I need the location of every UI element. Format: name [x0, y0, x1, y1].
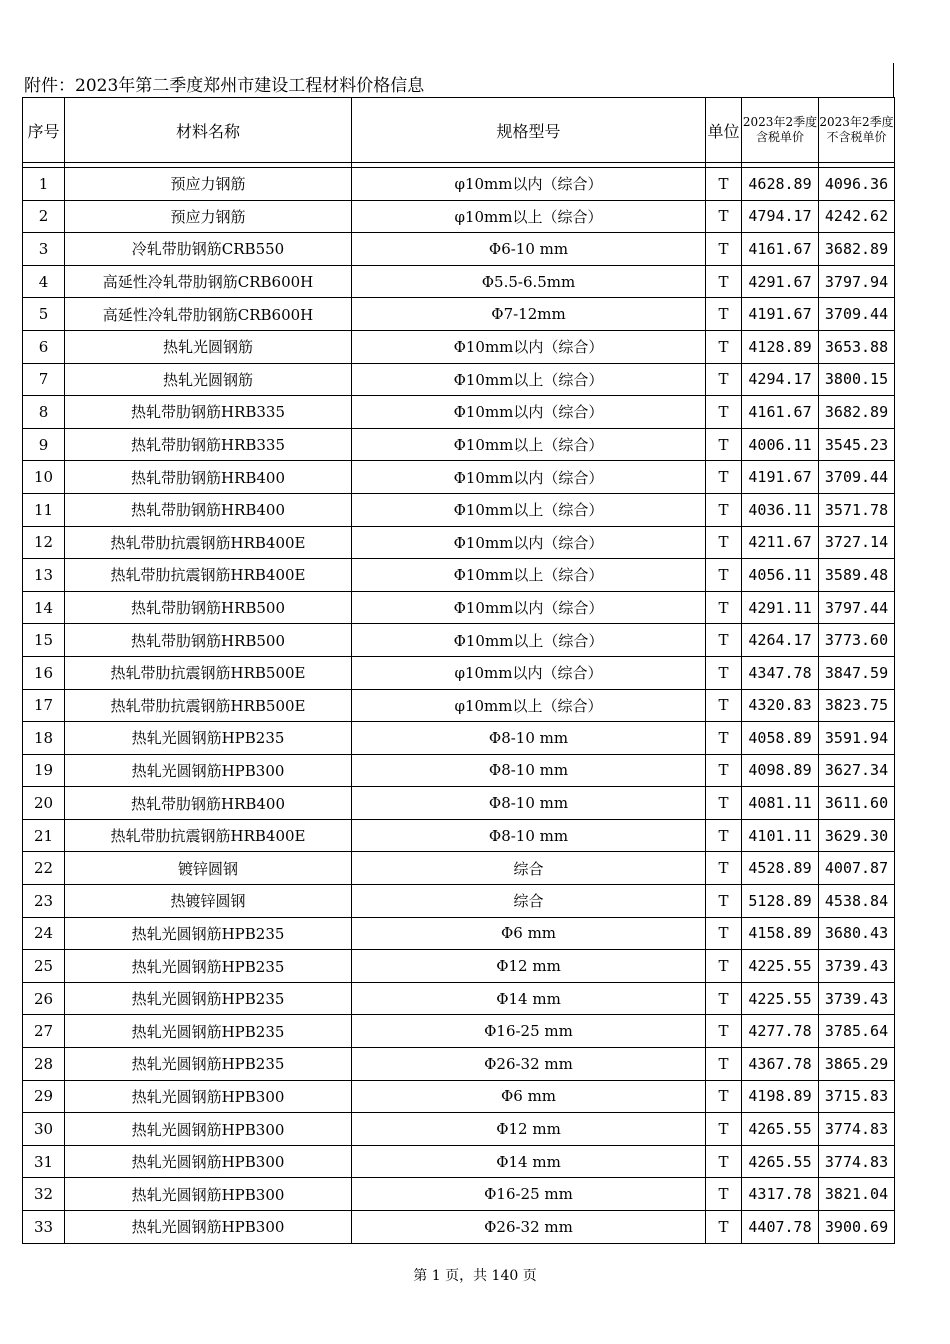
- cell-price-notax: 3589.48: [819, 559, 895, 592]
- cell-price-tax: 4265.55: [742, 1145, 819, 1178]
- cell-unit: T: [706, 624, 742, 657]
- cell-price-tax: 4101.11: [742, 819, 819, 852]
- cell-unit: T: [706, 428, 742, 461]
- cell-spec: Φ10mm以上（综合）: [352, 493, 706, 526]
- cell-spec: Φ10mm以内（综合）: [352, 396, 706, 429]
- cell-price-notax: 3709.44: [819, 461, 895, 494]
- table-row: [23, 330, 895, 363]
- cell-price-notax: 3653.88: [819, 330, 895, 363]
- table-row: [23, 689, 895, 722]
- table-row: [23, 298, 895, 331]
- cell-no: 33: [23, 1211, 65, 1244]
- cell-price-tax: 4317.78: [742, 1178, 819, 1211]
- cell-no: 31: [23, 1145, 65, 1178]
- cell-spec: φ10mm以上（综合）: [352, 200, 706, 233]
- cell-price-notax: 3571.78: [819, 493, 895, 526]
- cell-unit: T: [706, 852, 742, 885]
- cell-price-tax: 4264.17: [742, 624, 819, 657]
- cell-material-name: 热轧带肋钢筋HRB400: [65, 461, 352, 494]
- cell-unit: T: [706, 265, 742, 298]
- cell-price-notax: 3591.94: [819, 722, 895, 755]
- table-row: [23, 819, 895, 852]
- table-row: [23, 1211, 895, 1244]
- cell-no: 4: [23, 265, 65, 298]
- cell-price-tax: 4128.89: [742, 330, 819, 363]
- table-row: [23, 787, 895, 820]
- cell-material-name: 热轧带肋钢筋HRB400: [65, 787, 352, 820]
- cell-price-notax: 4007.87: [819, 852, 895, 885]
- cell-unit: T: [706, 363, 742, 396]
- cell-no: 5: [23, 298, 65, 331]
- cell-no: 13: [23, 559, 65, 592]
- cell-price-tax: 4161.67: [742, 233, 819, 266]
- cell-price-notax: 3821.04: [819, 1178, 895, 1211]
- cell-unit: T: [706, 1080, 742, 1113]
- cell-material-name: 热轧光圆钢筋HPB300: [65, 1145, 352, 1178]
- table-row: [23, 200, 895, 233]
- cell-price-notax: 3800.15: [819, 363, 895, 396]
- cell-no: 25: [23, 950, 65, 983]
- cell-price-notax: 3773.60: [819, 624, 895, 657]
- cell-material-name: 热轧光圆钢筋HPB300: [65, 754, 352, 787]
- cell-spec: Φ16-25 mm: [352, 1015, 706, 1048]
- cell-spec: Φ5.5-6.5mm: [352, 265, 706, 298]
- cell-price-notax: 3797.94: [819, 265, 895, 298]
- cell-price-tax: 4006.11: [742, 428, 819, 461]
- sheet-edge-line: [893, 63, 894, 97]
- table-row: [23, 950, 895, 983]
- cell-price-tax: 4158.89: [742, 917, 819, 950]
- cell-spec: Φ10mm以内（综合）: [352, 461, 706, 494]
- header-unit: 单位: [706, 98, 742, 163]
- cell-no: 21: [23, 819, 65, 852]
- table-row: [23, 917, 895, 950]
- cell-no: 19: [23, 754, 65, 787]
- cell-no: 10: [23, 461, 65, 494]
- cell-unit: T: [706, 1015, 742, 1048]
- cell-price-tax: 4291.11: [742, 591, 819, 624]
- cell-price-tax: 4081.11: [742, 787, 819, 820]
- table-row: [23, 1113, 895, 1146]
- cell-spec: Φ8-10 mm: [352, 722, 706, 755]
- cell-spec: φ10mm以内（综合）: [352, 656, 706, 689]
- table-row: [23, 982, 895, 1015]
- cell-unit: T: [706, 722, 742, 755]
- cell-price-notax: 3682.89: [819, 396, 895, 429]
- cell-price-notax: 4538.84: [819, 885, 895, 918]
- cell-price-notax: 3627.34: [819, 754, 895, 787]
- cell-spec: Φ10mm以内（综合）: [352, 330, 706, 363]
- table-row: [23, 591, 895, 624]
- header-no: 序号: [23, 98, 65, 163]
- cell-unit: T: [706, 298, 742, 331]
- table-row: [23, 885, 895, 918]
- cell-material-name: 热轧光圆钢筋: [65, 363, 352, 396]
- cell-unit: T: [706, 754, 742, 787]
- cell-price-notax: 3739.43: [819, 982, 895, 1015]
- cell-unit: T: [706, 461, 742, 494]
- cell-material-name: 热轧光圆钢筋HPB235: [65, 917, 352, 950]
- cell-price-notax: 3785.64: [819, 1015, 895, 1048]
- cell-no: 18: [23, 722, 65, 755]
- cell-no: 32: [23, 1178, 65, 1211]
- cell-price-tax: 4225.55: [742, 982, 819, 1015]
- cell-unit: T: [706, 493, 742, 526]
- cell-no: 14: [23, 591, 65, 624]
- cell-material-name: 热轧光圆钢筋HPB235: [65, 1015, 352, 1048]
- table-row: [23, 1080, 895, 1113]
- cell-unit: T: [706, 950, 742, 983]
- cell-price-tax: 4291.67: [742, 265, 819, 298]
- cell-spec: Φ12 mm: [352, 950, 706, 983]
- cell-price-tax: 4211.67: [742, 526, 819, 559]
- cell-unit: T: [706, 1145, 742, 1178]
- header-price-tax: 2023年2季度 含税单价: [742, 98, 819, 163]
- table-row: [23, 852, 895, 885]
- cell-no: 24: [23, 917, 65, 950]
- table-row: [23, 722, 895, 755]
- cell-material-name: 热轧带肋抗震钢筋HRB400E: [65, 526, 352, 559]
- table-body: [23, 163, 895, 1244]
- cell-spec: Φ14 mm: [352, 1145, 706, 1178]
- cell-unit: T: [706, 559, 742, 592]
- table-row: [23, 396, 895, 429]
- cell-material-name: 预应力钢筋: [65, 168, 352, 201]
- cell-unit: T: [706, 1048, 742, 1081]
- cell-spec: Φ10mm以上（综合）: [352, 559, 706, 592]
- cell-spec: Φ8-10 mm: [352, 754, 706, 787]
- cell-unit: T: [706, 885, 742, 918]
- cell-material-name: 热轧带肋抗震钢筋HRB400E: [65, 559, 352, 592]
- cell-price-tax: 4265.55: [742, 1113, 819, 1146]
- cell-price-notax: 3680.43: [819, 917, 895, 950]
- cell-no: 29: [23, 1080, 65, 1113]
- cell-price-tax: 4191.67: [742, 461, 819, 494]
- cell-material-name: 高延性冷轧带肋钢筋CRB600H: [65, 265, 352, 298]
- cell-spec: φ10mm以内（综合）: [352, 168, 706, 201]
- cell-no: 15: [23, 624, 65, 657]
- cell-no: 23: [23, 885, 65, 918]
- table-row: [23, 1178, 895, 1211]
- cell-price-tax: 4628.89: [742, 168, 819, 201]
- table-row: [23, 1015, 895, 1048]
- cell-unit: T: [706, 787, 742, 820]
- cell-spec: Φ8-10 mm: [352, 819, 706, 852]
- cell-no: 3: [23, 233, 65, 266]
- cell-price-tax: 4320.83: [742, 689, 819, 722]
- table-row: [23, 559, 895, 592]
- table-row: [23, 168, 895, 201]
- cell-unit: T: [706, 330, 742, 363]
- cell-price-notax: 3682.89: [819, 233, 895, 266]
- cell-price-notax: 3709.44: [819, 298, 895, 331]
- table-row: [23, 233, 895, 266]
- cell-unit: T: [706, 200, 742, 233]
- cell-price-notax: 3774.83: [819, 1145, 895, 1178]
- cell-material-name: 热镀锌圆钢: [65, 885, 352, 918]
- cell-price-notax: 3774.83: [819, 1113, 895, 1146]
- cell-material-name: 热轧带肋抗震钢筋HRB400E: [65, 819, 352, 852]
- cell-spec: Φ7-12mm: [352, 298, 706, 331]
- cell-no: 20: [23, 787, 65, 820]
- cell-material-name: 热轧光圆钢筋: [65, 330, 352, 363]
- cell-no: 1: [23, 168, 65, 201]
- cell-unit: T: [706, 689, 742, 722]
- cell-spec: φ10mm以上（综合）: [352, 689, 706, 722]
- table-row: [23, 363, 895, 396]
- cell-material-name: 热轧带肋抗震钢筋HRB500E: [65, 689, 352, 722]
- cell-price-notax: 4242.62: [819, 200, 895, 233]
- cell-spec: Φ6-10 mm: [352, 233, 706, 266]
- cell-material-name: 高延性冷轧带肋钢筋CRB600H: [65, 298, 352, 331]
- table-row: [23, 265, 895, 298]
- cell-no: 2: [23, 200, 65, 233]
- table-row: [23, 1048, 895, 1081]
- cell-price-tax: 4528.89: [742, 852, 819, 885]
- cell-price-tax: 4367.78: [742, 1048, 819, 1081]
- table-row: [23, 624, 895, 657]
- cell-price-tax: 4098.89: [742, 754, 819, 787]
- cell-spec: Φ8-10 mm: [352, 787, 706, 820]
- cell-price-notax: 4096.36: [819, 168, 895, 201]
- cell-price-notax: 3545.23: [819, 428, 895, 461]
- table-row: [23, 1145, 895, 1178]
- cell-no: 11: [23, 493, 65, 526]
- cell-price-tax: 4198.89: [742, 1080, 819, 1113]
- cell-price-tax: 4407.78: [742, 1211, 819, 1244]
- table-header-row: [23, 98, 895, 163]
- cell-material-name: 冷轧带肋钢筋CRB550: [65, 233, 352, 266]
- cell-price-tax: 5128.89: [742, 885, 819, 918]
- cell-material-name: 镀锌圆钢: [65, 852, 352, 885]
- cell-price-tax: 4058.89: [742, 722, 819, 755]
- header-spec: 规格型号: [352, 98, 706, 163]
- cell-price-tax: 4225.55: [742, 950, 819, 983]
- table-row: [23, 428, 895, 461]
- cell-spec: Φ26-32 mm: [352, 1048, 706, 1081]
- document-title: 附件：2023年第二季度郑州市建设工程材料价格信息: [24, 76, 425, 96]
- cell-no: 7: [23, 363, 65, 396]
- cell-spec: Φ14 mm: [352, 982, 706, 1015]
- cell-unit: T: [706, 656, 742, 689]
- cell-unit: T: [706, 168, 742, 201]
- cell-material-name: 热轧带肋抗震钢筋HRB500E: [65, 656, 352, 689]
- cell-material-name: 热轧光圆钢筋HPB300: [65, 1113, 352, 1146]
- cell-no: 6: [23, 330, 65, 363]
- cell-no: 12: [23, 526, 65, 559]
- cell-no: 16: [23, 656, 65, 689]
- cell-price-notax: 3847.59: [819, 656, 895, 689]
- cell-price-tax: 4794.17: [742, 200, 819, 233]
- cell-no: 30: [23, 1113, 65, 1146]
- header-name: 材料名称: [65, 98, 352, 163]
- cell-spec: Φ26-32 mm: [352, 1211, 706, 1244]
- cell-material-name: 热轧光圆钢筋HPB235: [65, 950, 352, 983]
- cell-material-name: 热轧带肋钢筋HRB500: [65, 624, 352, 657]
- cell-spec: Φ10mm以上（综合）: [352, 624, 706, 657]
- cell-spec: Φ12 mm: [352, 1113, 706, 1146]
- cell-spec: 综合: [352, 852, 706, 885]
- cell-price-notax: 3715.83: [819, 1080, 895, 1113]
- cell-price-notax: 3739.43: [819, 950, 895, 983]
- table-row: [23, 461, 895, 494]
- cell-price-tax: 4036.11: [742, 493, 819, 526]
- cell-no: 8: [23, 396, 65, 429]
- cell-unit: T: [706, 917, 742, 950]
- cell-spec: Φ16-25 mm: [352, 1178, 706, 1211]
- table-row: [23, 754, 895, 787]
- cell-unit: T: [706, 233, 742, 266]
- cell-spec: Φ10mm以上（综合）: [352, 363, 706, 396]
- cell-price-tax: 4294.17: [742, 363, 819, 396]
- cell-material-name: 热轧光圆钢筋HPB300: [65, 1211, 352, 1244]
- cell-no: 17: [23, 689, 65, 722]
- cell-material-name: 热轧带肋钢筋HRB335: [65, 396, 352, 429]
- cell-material-name: 热轧光圆钢筋HPB235: [65, 722, 352, 755]
- cell-material-name: 热轧光圆钢筋HPB235: [65, 1048, 352, 1081]
- cell-price-notax: 3611.60: [819, 787, 895, 820]
- cell-unit: T: [706, 591, 742, 624]
- cell-unit: T: [706, 526, 742, 559]
- table-row: [23, 526, 895, 559]
- cell-spec: Φ10mm以内（综合）: [352, 591, 706, 624]
- cell-unit: T: [706, 1113, 742, 1146]
- cell-material-name: 热轧光圆钢筋HPB300: [65, 1080, 352, 1113]
- cell-price-notax: 3900.69: [819, 1211, 895, 1244]
- cell-price-notax: 3629.30: [819, 819, 895, 852]
- cell-material-name: 热轧带肋钢筋HRB400: [65, 493, 352, 526]
- cell-unit: T: [706, 396, 742, 429]
- cell-no: 26: [23, 982, 65, 1015]
- cell-no: 28: [23, 1048, 65, 1081]
- cell-price-notax: 3797.44: [819, 591, 895, 624]
- cell-price-notax: 3865.29: [819, 1048, 895, 1081]
- cell-price-tax: 4347.78: [742, 656, 819, 689]
- cell-material-name: 热轧光圆钢筋HPB300: [65, 1178, 352, 1211]
- cell-price-notax: 3727.14: [819, 526, 895, 559]
- cell-no: 27: [23, 1015, 65, 1048]
- cell-material-name: 热轧带肋钢筋HRB335: [65, 428, 352, 461]
- cell-spec: 综合: [352, 885, 706, 918]
- cell-unit: T: [706, 819, 742, 852]
- header-price-notax: 2023年2季度 不含税单价: [819, 98, 895, 163]
- cell-spec: Φ6 mm: [352, 1080, 706, 1113]
- cell-price-tax: 4056.11: [742, 559, 819, 592]
- cell-spec: Φ10mm以上（综合）: [352, 428, 706, 461]
- page-footer: 第 1 页，共 140 页: [413, 1268, 537, 1284]
- cell-price-tax: 4277.78: [742, 1015, 819, 1048]
- cell-price-tax: 4161.67: [742, 396, 819, 429]
- cell-unit: T: [706, 982, 742, 1015]
- cell-material-name: 热轧带肋钢筋HRB500: [65, 591, 352, 624]
- table-row: [23, 493, 895, 526]
- cell-spec: Φ10mm以内（综合）: [352, 526, 706, 559]
- cell-price-tax: 4191.67: [742, 298, 819, 331]
- cell-material-name: 预应力钢筋: [65, 200, 352, 233]
- cell-unit: T: [706, 1178, 742, 1211]
- cell-material-name: 热轧光圆钢筋HPB235: [65, 982, 352, 1015]
- cell-no: 9: [23, 428, 65, 461]
- cell-no: 22: [23, 852, 65, 885]
- cell-price-notax: 3823.75: [819, 689, 895, 722]
- price-table: [22, 97, 895, 1244]
- cell-unit: T: [706, 1211, 742, 1244]
- table-row: [23, 656, 895, 689]
- cell-spec: Φ6 mm: [352, 917, 706, 950]
